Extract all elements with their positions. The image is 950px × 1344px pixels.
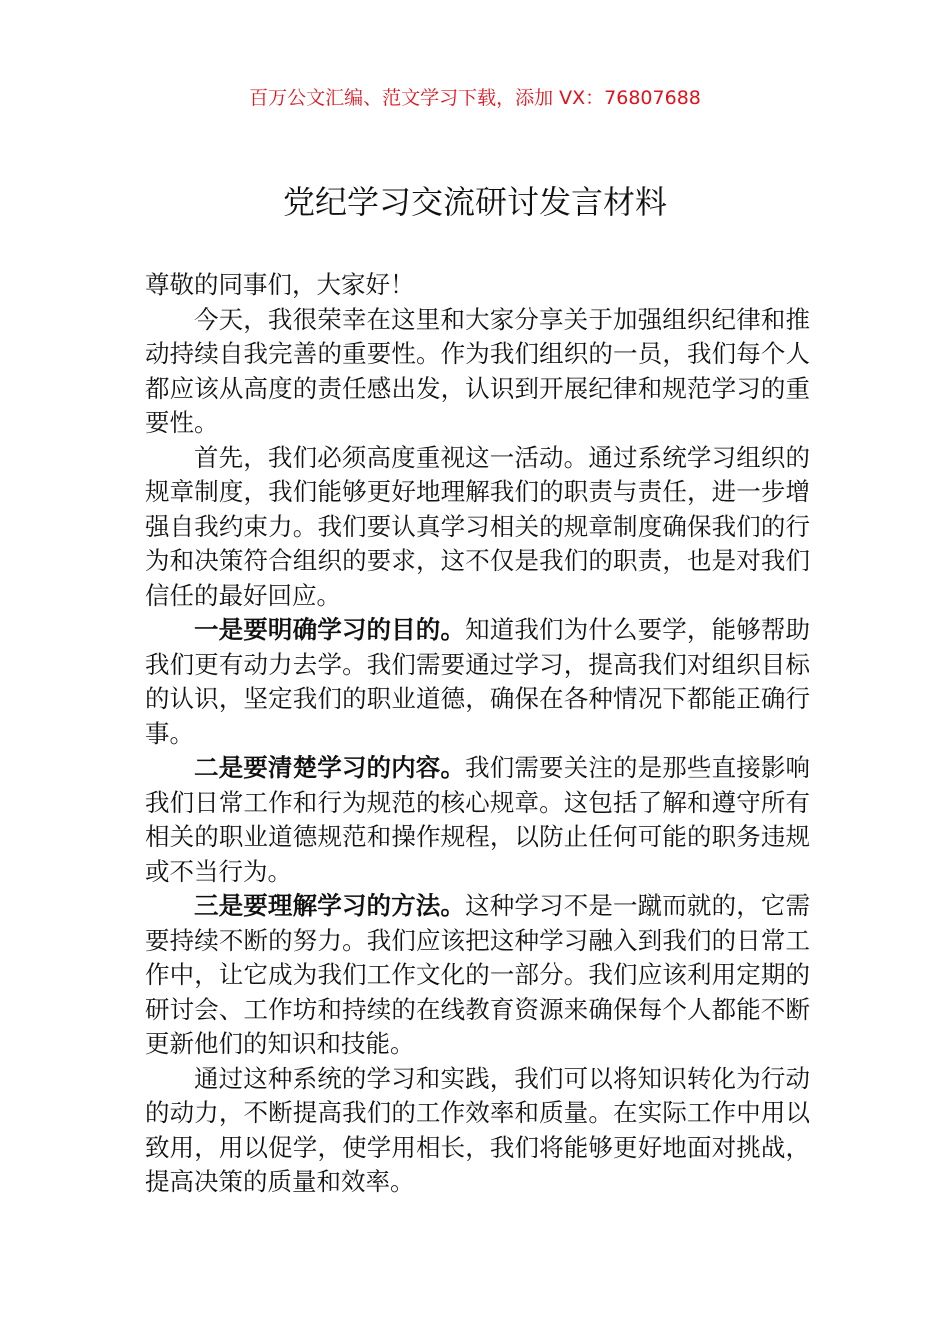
header-note: 百万公文汇编、范文学习下载，添加 VX：76807688 <box>249 87 701 109</box>
paragraph-point-one <box>145 613 810 751</box>
document-body <box>145 268 810 1200</box>
paragraph-lead: 二是要清楚学习的内容。 <box>194 753 466 782</box>
paragraph-point-two <box>145 751 810 889</box>
paragraph-first <box>145 441 810 614</box>
paragraph-lead: 三是要理解学习的方法。 <box>194 891 466 920</box>
paragraph-text: 通过这种系统的学习和实践，我们可以将知识转化为行动的动力，不断提高我们的工作效率和质量。在实际工作中用以致用，用以促学，使学用相长，我们将能够更好地面对挑战，提高决策的质量和效率。 <box>145 1063 810 1196</box>
paragraph-text: 我们需要关注的是那些直接影响我们日常工作和行为规范的核心规章。这包括了解和遵守所有相关的职业道德规范和操作规程，以防止任何可能的职务违规或不当行为。 <box>145 753 811 886</box>
paragraph-text: 知道我们为什么要学，能够帮助我们更有动力去学。我们需要通过学习，提高我们对组织目标的认识，坚定我们的职业道德，确保在各种情况下都能正确行事。 <box>145 615 811 748</box>
greeting: 尊敬的同事们，大家好！ <box>145 270 415 299</box>
page-title: 党纪学习交流研讨发言材料 <box>282 183 667 221</box>
paragraph-intro <box>145 303 810 441</box>
paragraph-conclusion <box>145 1062 810 1200</box>
paragraph-text: 这种学习不是一蹴而就的，它需要持续不断的努力。我们应该把这种学习融入到我们的日常工作中，让它成为我们工作文化的一部分。我们应该利用定期的研讨会、工作坊和持续的在线教育资源来确保每个人都能不断更新他们的知识和技能。 <box>145 891 811 1058</box>
paragraph-text: 今天，我很荣幸在这里和大家分享关于加强组织纪律和推动持续自我完善的重要性。作为我们组织的一员，我们每个人都应该从高度的责任感出发，认识到开展纪律和规范学习的重要性。 <box>145 304 810 437</box>
paragraph-text: 首先，我们必须高度重视这一活动。通过系统学习组织的规章制度，我们能够更好地理解我们的职责与责任，进一步增强自我约束力。我们要认真学习相关的规章制度确保我们的行为和决策符合组织的要求，这不仅是我们的职责，也是对我们信任的最好回应。 <box>145 442 810 610</box>
paragraph-point-three <box>145 889 810 1062</box>
paragraph-lead: 一是要明确学习的目的。 <box>194 615 466 644</box>
